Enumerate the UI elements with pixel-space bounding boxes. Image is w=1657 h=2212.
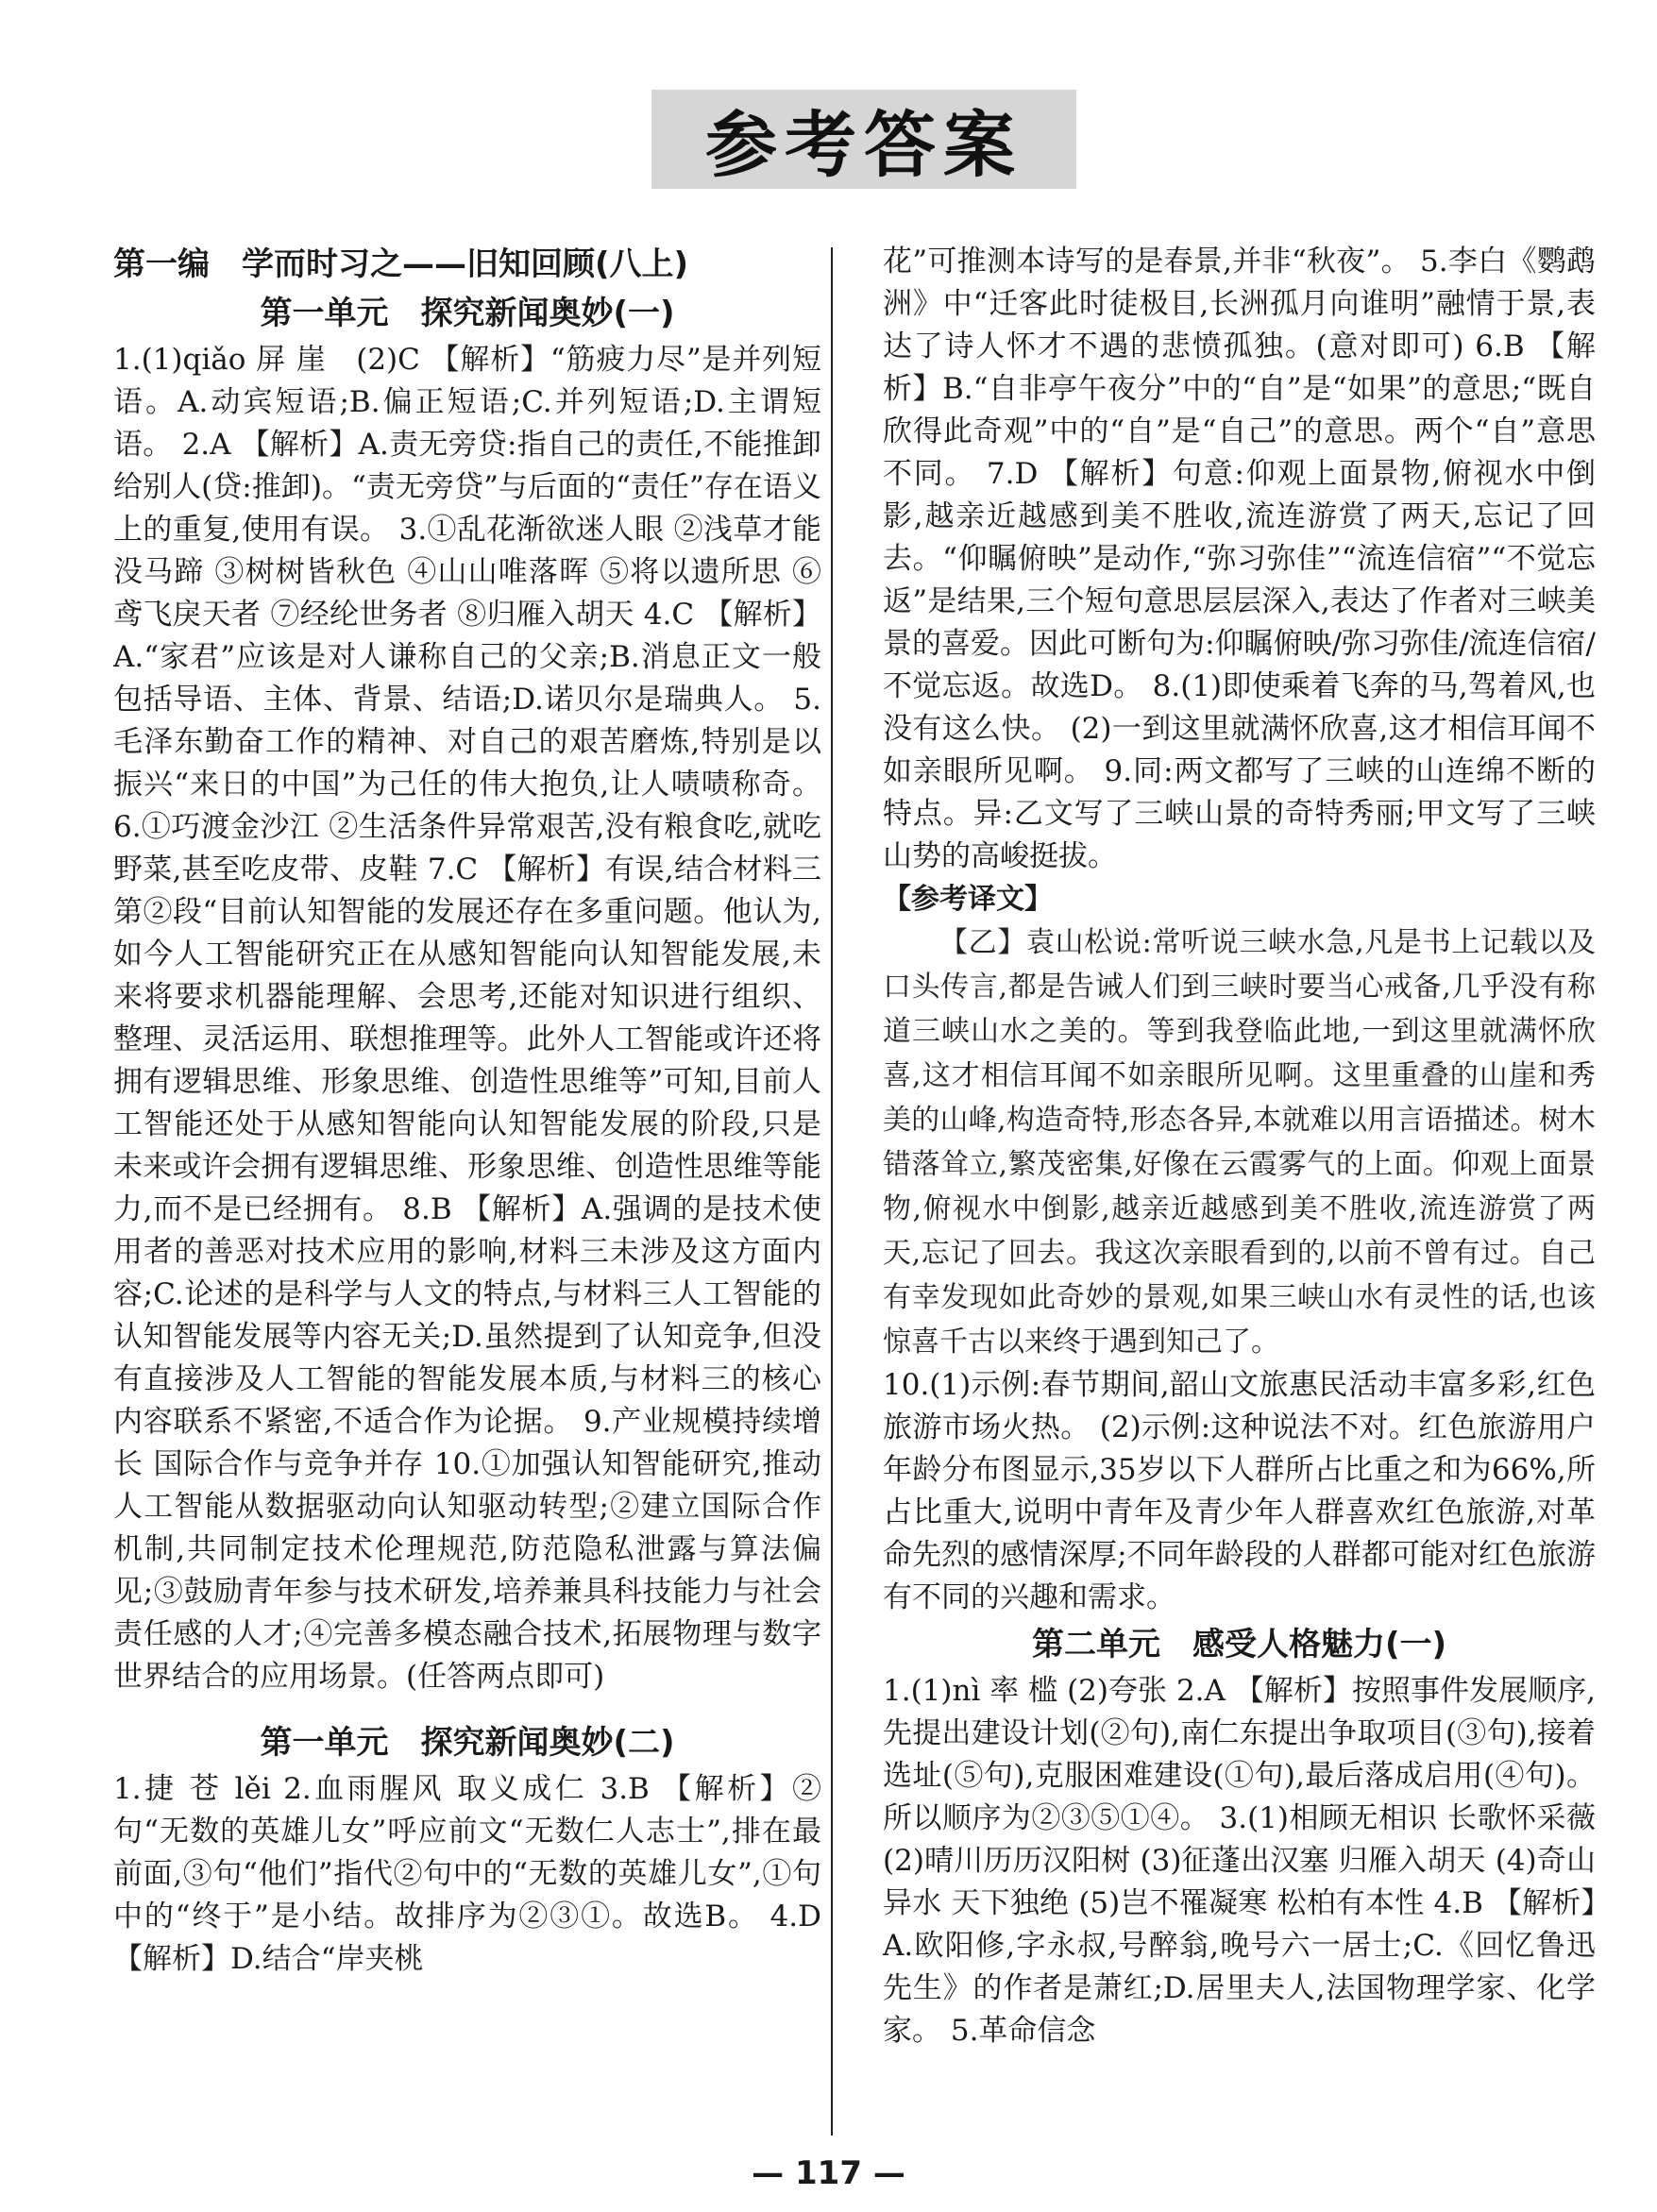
- question-10-answer: 10.(1)示例:春节期间,韶山文旅惠民活动丰富多彩,红色旅游市场火热。 (2)示例:这种说法不对。红色旅游用户年龄分布图显示,35岁以下人群所占比重之和为66%,所占比重大,说明中青年及青少年人群喜欢红色旅游,对革命先烈的感情深厚;不同年龄段的人群都可能对红色旅游有不同的兴趣和需求。: [883, 1368, 1596, 1614]
- right-column: [883, 241, 1596, 2138]
- unit-1b-answers: 1.捷 苍 lěi 2.血雨腥风 取义成仁 3.B 【解析】②句“无数的英雄儿女”呼应前文“无数仁人志士”,排在最前面,③句“他们”指代②句中的“无数的英雄儿女”,①句中的“终于”是小结。故排序为②③①。故选B。 4.D 【解析】D.结合“岸夹桃: [113, 1772, 821, 1976]
- unit-heading-1b: 第一单元 探究新闻奥妙(二): [260, 1724, 675, 1762]
- page-title-banner: [651, 90, 1076, 189]
- edition-heading: 第一编 学而时习之——旧知回顾(八上): [113, 245, 689, 283]
- unit-heading-1a: 第一单元 探究新闻奥妙(一): [260, 295, 675, 332]
- unit-heading-2: 第二单元 感受人格魅力(一): [1031, 1626, 1447, 1663]
- reference-translation-heading: 【参考译文】: [883, 883, 1053, 916]
- unit-1a-answers: 1.(1)qiǎo 屏 崖 (2)C 【解析】“筋疲力尽”是并列短语。A.动宾短语;B.偏正短语;C.并列短语;D.主谓短语。 2.A 【解析】A.责无旁贷:指自己的责任,不能推卸给别人(贷:推卸)。“责无旁贷”与后面的“责任”存在语义上的重复,使用有误。 3.①乱花渐欲迷人眼 ②浅草才能没马蹄 ③树树皆秋色 ④山山唯落晖 ⑤将以遗所思 ⑥鸢飞戾天者 ⑦经纶世务者 ⑧归雁入胡天 4.C 【解析】A.“家君”应该是对人谦称自己的父亲;B.消息正文一般包括导语、主体、背景、结语;D.诺贝尔是瑞典人。 5.毛泽东勤奋工作的精神、对自己的艰苦磨炼,特别是以振兴“来日的中国”为己任的伟大抱负,让人啧啧称奇。 6.①巧渡金沙江 ②生活条件异常艰苦,没有粮食吃,就吃野菜,甚至吃皮带、皮鞋 7.C 【解析】有误,结合材料三第②段“目前认知智能的发展还存在多重问题。他认为,如今人工智能研究正在从感知智能向认知智能发展,未来将要求机器能理解、会思考,还能对知识进行组织、整理、灵活运用、联想推理等。此外人工智能或许还将拥有逻辑思维、形象思维、创造性思维等”可知,目前人工智能还处于从感知智能向认知智能发展的阶段,只是未来或许会拥有逻辑思维、形象思维、创造性思维等能力,而不是已经拥有。 8.B 【解析】A.强调的是技术使用者的善恶对技术应用的影响,材料三未涉及这方面内容;C.论述的是科学与人文的特点,与材料三人工智能的认知智能发展等内容无关;D.虽然提到了认知竞争,但没有直接涉及人工智能的智能发展本质,与材料三的核心内容联系不紧密,不适合作为论据。 9.产业规模持续增长 国际合作与竞争并存 10.①加强认知智能研究,推动人工智能从数据驱动向认知驱动转型;②建立国际合作机制,共同制定技术伦理规范,防范隐私泄露与算法偏见;③鼓励青年参与技术研发,培养兼具科技能力与社会责任感的人才;④完善多模态融合技术,拓展物理与数字世界结合的应用场景。(任答两点即可): [113, 343, 821, 1694]
- column-divider: [831, 247, 833, 2136]
- unit-2-answers: 1.(1)nì 率 槛 (2)夸张 2.A 【解析】按照事件发展顺序,先提出建设计划(②句),南仁东提出争取项目(③句),接着选址(⑤句),克服困难建设(①句),最后落成启用(④句)。所以顺序为②③⑤①④。 3.(1)相顾无相识 长歌怀采薇 (2)晴川历历汉阳树 (3)征蓬出汉塞 归雁入胡天 (4)奇山异水 天下独绝 (5)岂不罹凝寒 松柏有本性 4.B 【解析】A.欧阳修,字永叔,号醉翁,晚号六一居士;C.《回忆鲁迅先生》的作者是萧红;D.居里夫人,法国物理学家、化学家。 5.革命信念: [883, 1674, 1596, 2048]
- page-number: — 117 —: [752, 2154, 905, 2192]
- reference-translation: 【乙】袁山松说:常听说三峡水急,凡是书上记载以及口头传言,都是告诫人们到三峡时要当心戒备,几乎没有称道三峡山水之美的。等到我登临此地,一到这里就满怀欣喜,这才相信耳闻不如亲眼所见啊。这里重叠的山崖和秀美的山峰,构造奇特,形态各异,本就难以用言语描述。树木错落耸立,繁茂密集,好像在云霞雾气的上面。仰观上面景物,俯视水中倒影,越亲近越感到美不胜收,流连游赏了两天,忘记了回去。我这次亲眼看到的,以前不曾有过。自己有幸发现如此奇妙的景观,如果三峡山水有灵性的话,也该惊喜千古以来终于遇到知己了。: [883, 926, 1596, 1359]
- continued-answers: 花”可推测本诗写的是春景,并非“秋夜”。 5.李白《鹦鹉洲》中“迁客此时徒极目,长洲孤月向谁明”融情于景,表达了诗人怀才不遇的悲愤孤独。(意对即可) 6.B 【解析】B.“自非亭午夜分”中的“自”是“如果”的意思;“既自欣得此奇观”中的“自”是“自己”的意思。两个“自”意思不同。 7.D 【解析】句意:仰观上面景物,俯视水中倒影,越亲近越感到美不胜收,流连游赏了两天,忘记了回去。“仰瞩俯映”是动作,“弥习弥佳”“流连信宿”“不觉忘返”是结果,三个短句意思层层深入,表达了作者对三峡美景的喜爱。因此可断句为:仰瞩俯映/弥习弥佳/流连信宿/不觉忘返。故选D。 8.(1)即使乘着飞奔的马,驾着风,也没有这么快。 (2)一到这里就满怀欣喜,这才相信耳闻不如亲眼所见啊。 9.同:两文都写了三峡的山连绵不断的特点。异:乙文写了三峡山景的奇特秀丽;甲文写了三峡山势的高峻挺拔。: [883, 245, 1596, 873]
- left-column: [113, 241, 821, 2138]
- page-title: 参考答案: [705, 103, 1023, 187]
